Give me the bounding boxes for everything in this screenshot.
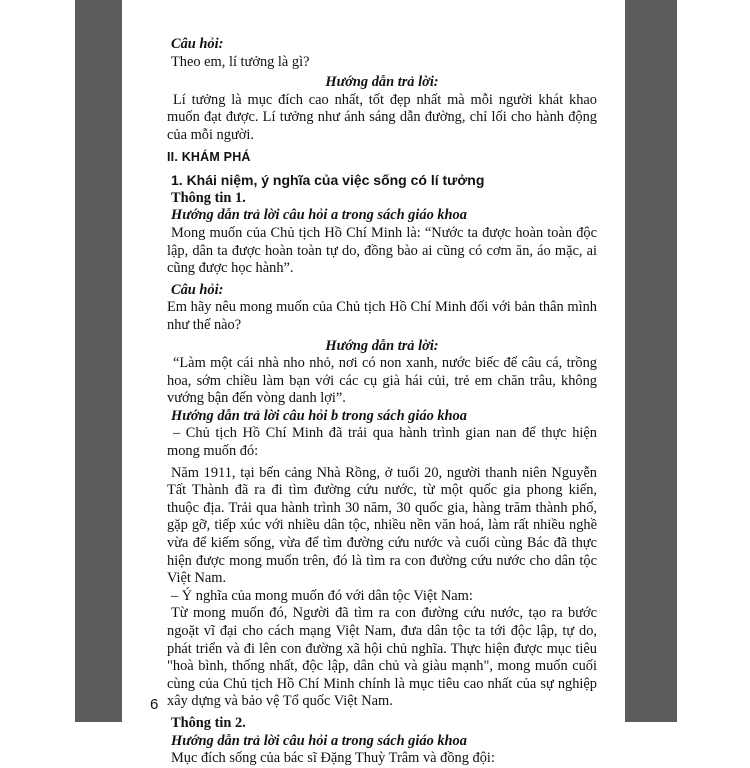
info-heading: Thông tin 1. [171,189,246,206]
page-content [167,36,597,768]
paragraph: Năm 1911, tại bến cảng Nhà Rồng, ở tuổi 20, người thanh niên Nguyễn Tất Thành đã ra đi tìm đường cứu nước, từ một quốc gia phong kiến, thuộc địa. Trải qua hành trình 30 năm, 30 quốc gia, hàng trăm thành phố, gặp gỡ, tiếp xúc với nhiều dân tộc, nhiều nền văn hoá, làm rất nhiều nghề vừa để kiếm sống, vừa để tìm đường cứu nước và cuối cùng Bác đã thực hiện được mong muốn trên, đó là tìm ra con đường cứu nước cho dân tộc Việt Nam. [167,464,597,587]
answer-guide-heading: Hướng dẫn trả lời: [325,74,439,91]
page-number: 6 [150,696,159,713]
section-heading: II. KHÁM PHÁ [167,149,251,164]
question-text: Em hãy nêu mong muốn của Chủ tịch Hồ Chí Minh đối với bản thân mình như thế nào? [167,299,597,333]
info-heading: Thông tin 2. [171,714,246,731]
paragraph: Từ mong muốn đó, Người đã tìm ra con đường cứu nước, tạo ra bước ngoặt vĩ đại cho cách mạng Việt Nam, đưa dân tộc ta tới độc lập, tự do, phát triển và đi lên con đường xã hội chủ nghĩa. Thực hiện được mục tiêu "hoà bình, thống nhất, độc lập, dân chủ và giàu mạnh", mong muốn cuối cùng của Chủ tịch Hồ Chí Minh chính là mục tiêu cao nhất của sự nghiệp xây dựng và bảo vệ Tổ quốc Việt Nam. [167,605,597,710]
paragraph: Mục đích sống của bác sĩ Đặng Thuỳ Trâm và đồng đội: [171,750,495,767]
left-page-shadow [75,0,122,722]
paragraph: – Chủ tịch Hồ Chí Minh đã trải qua hành trình gian nan để thực hiện mong muốn đó: [167,425,597,460]
quote-paragraph: “Làm một cái nhà nho nhỏ, nơi có non xanh, nước biếc để câu cá, trồng hoa, sớm chiều làm bạn với các cụ già hái củi, trẻ em chăn trâu, không vướng bận đến vòng danh lợi”. [167,355,597,407]
subsection-heading: 1. Khái niệm, ý nghĩa của việc sống có lí tưởng [171,172,485,189]
paragraph: Mong muốn của Chủ tịch Hồ Chí Minh là: “Nước ta được hoàn toàn độc lập, dân ta được hoàn toàn tự do, đồng bào ai cũng có cơm ăn, áo mặc, ai cũng được học hành”. [167,224,597,277]
guide-heading: Hướng dẫn trả lời câu hỏi b trong sách giáo khoa [171,407,467,424]
question-label: Câu hỏi: [171,36,224,52]
paragraph: – Ý nghĩa của mong muốn đó với dân tộc Việt Nam: [171,587,473,604]
right-page-shadow [625,0,677,722]
answer-paragraph: Lí tưởng là mục đích cao nhất, tốt đẹp nhất mà mỗi người khát khao muốn đạt được. Lí tưởng như ánh sáng dẫn đường, chỉ lối cho hành động của mỗi người. [167,91,597,143]
answer-guide-heading: Hướng dẫn trả lời: [325,337,439,354]
guide-heading: Hướng dẫn trả lời câu hỏi a trong sách giáo khoa [171,207,467,224]
book-page [122,0,625,767]
question-label: Câu hỏi: [171,281,224,298]
question-text: Theo em, lí tưởng là gì? [171,53,310,70]
guide-heading: Hướng dẫn trả lời câu hỏi a trong sách giáo khoa [171,732,467,749]
